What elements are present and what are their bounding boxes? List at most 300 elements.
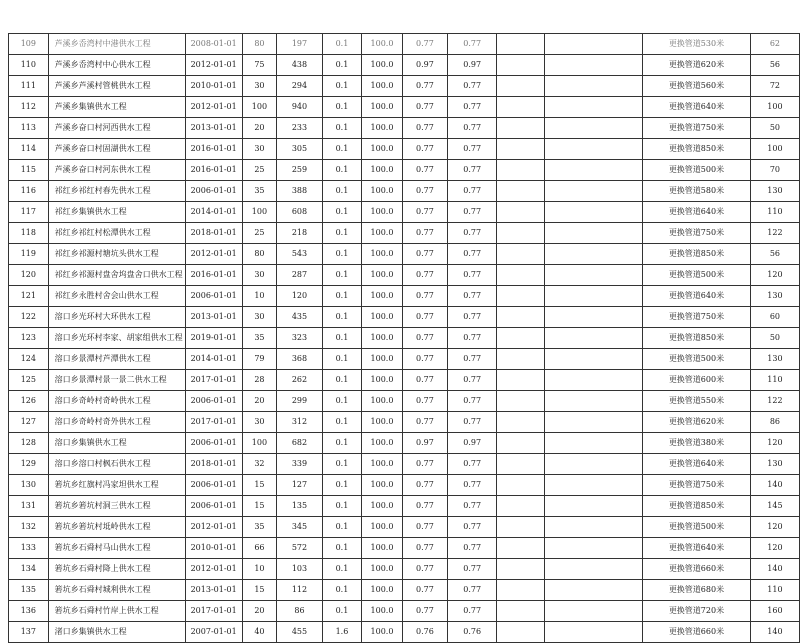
build-date-cell: 2017-01-01 xyxy=(185,370,242,391)
capacity-cell: 28 xyxy=(242,370,277,391)
build-date-cell: 2006-01-01 xyxy=(185,433,242,454)
renovation-note-cell: 更换管道750米 xyxy=(643,223,751,244)
col-6-cell: 0.1 xyxy=(322,265,361,286)
col-6-cell: 0.1 xyxy=(322,391,361,412)
col-7-cell: 100.0 xyxy=(362,580,403,601)
population-cell: 294 xyxy=(277,76,323,97)
row-index-cell: 116 xyxy=(9,181,49,202)
col-8-cell: 0.77 xyxy=(402,580,447,601)
capacity-cell: 30 xyxy=(242,307,277,328)
renovation-note-cell: 更换管道850米 xyxy=(643,496,751,517)
col-9-cell: 0.77 xyxy=(448,454,497,475)
project-name-cell: 溶口乡溶口村枫石供水工程 xyxy=(48,454,185,475)
col-7-cell: 100.0 xyxy=(362,538,403,559)
project-name-cell: 箬坑乡石舜村竹岸上供水工程 xyxy=(48,601,185,622)
table-row xyxy=(9,328,800,349)
project-name-cell: 箬坑乡箬坑村坻岭供水工程 xyxy=(48,517,185,538)
col-6-cell: 0.1 xyxy=(322,307,361,328)
water-project-table xyxy=(8,33,800,643)
col-10-cell xyxy=(497,496,545,517)
build-date-cell: 2008-01-01 xyxy=(185,34,242,55)
row-index-cell: 126 xyxy=(9,391,49,412)
row-index-cell: 111 xyxy=(9,76,49,97)
cost-cell: 70 xyxy=(750,160,799,181)
col-7-cell: 100.0 xyxy=(362,601,403,622)
col-11-cell xyxy=(545,454,643,475)
col-9-cell: 0.77 xyxy=(448,580,497,601)
col-9-cell: 0.77 xyxy=(448,328,497,349)
cost-cell: 140 xyxy=(750,559,799,580)
population-cell: 339 xyxy=(277,454,323,475)
cost-cell: 110 xyxy=(750,370,799,391)
project-name-cell: 箬坑乡石舜村马山供水工程 xyxy=(48,538,185,559)
row-index-cell: 132 xyxy=(9,517,49,538)
col-8-cell: 0.77 xyxy=(402,181,447,202)
col-11-cell xyxy=(545,34,643,55)
population-cell: 299 xyxy=(277,391,323,412)
col-7-cell: 100.0 xyxy=(362,517,403,538)
cost-cell: 100 xyxy=(750,97,799,118)
col-11-cell xyxy=(545,139,643,160)
col-8-cell: 0.77 xyxy=(402,370,447,391)
row-index-cell: 127 xyxy=(9,412,49,433)
col-10-cell xyxy=(497,181,545,202)
col-8-cell: 0.97 xyxy=(402,55,447,76)
renovation-note-cell: 更换管道660米 xyxy=(643,622,751,643)
project-name-cell: 箬坑乡红旗村冯家坦供水工程 xyxy=(48,475,185,496)
capacity-cell: 66 xyxy=(242,538,277,559)
build-date-cell: 2013-01-01 xyxy=(185,118,242,139)
cost-cell: 120 xyxy=(750,538,799,559)
renovation-note-cell: 更换管道500米 xyxy=(643,349,751,370)
population-cell: 127 xyxy=(277,475,323,496)
col-9-cell: 0.97 xyxy=(448,55,497,76)
cost-cell: 100 xyxy=(750,139,799,160)
col-6-cell: 0.1 xyxy=(322,601,361,622)
build-date-cell: 2012-01-01 xyxy=(185,97,242,118)
table-row xyxy=(9,622,800,643)
col-10-cell xyxy=(497,76,545,97)
project-name-cell: 溶口乡景潭村景一景二供水工程 xyxy=(48,370,185,391)
project-name-cell: 芦溪乡集镇供水工程 xyxy=(48,97,185,118)
capacity-cell: 100 xyxy=(242,97,277,118)
build-date-cell: 2006-01-01 xyxy=(185,496,242,517)
population-cell: 112 xyxy=(277,580,323,601)
project-name-cell: 祁红乡集镇供水工程 xyxy=(48,202,185,223)
renovation-note-cell: 更换管道640米 xyxy=(643,286,751,307)
col-7-cell: 100.0 xyxy=(362,160,403,181)
renovation-note-cell: 更换管道720米 xyxy=(643,601,751,622)
renovation-note-cell: 更换管道640米 xyxy=(643,454,751,475)
col-7-cell: 100.0 xyxy=(362,181,403,202)
col-7-cell: 100.0 xyxy=(362,265,403,286)
build-date-cell: 2006-01-01 xyxy=(185,391,242,412)
renovation-note-cell: 更换管道620米 xyxy=(643,412,751,433)
col-9-cell: 0.77 xyxy=(448,118,497,139)
population-cell: 940 xyxy=(277,97,323,118)
cost-cell: 72 xyxy=(750,76,799,97)
table-row xyxy=(9,517,800,538)
col-8-cell: 0.77 xyxy=(402,118,447,139)
population-cell: 287 xyxy=(277,265,323,286)
col-6-cell: 0.1 xyxy=(322,160,361,181)
cost-cell: 130 xyxy=(750,181,799,202)
col-9-cell: 0.77 xyxy=(448,391,497,412)
table-row xyxy=(9,97,800,118)
renovation-note-cell: 更换管道850米 xyxy=(643,328,751,349)
cost-cell: 110 xyxy=(750,202,799,223)
row-index-cell: 114 xyxy=(9,139,49,160)
table-row xyxy=(9,496,800,517)
col-8-cell: 0.97 xyxy=(402,433,447,454)
capacity-cell: 32 xyxy=(242,454,277,475)
build-date-cell: 2012-01-01 xyxy=(185,244,242,265)
col-9-cell: 0.77 xyxy=(448,223,497,244)
row-index-cell: 130 xyxy=(9,475,49,496)
col-6-cell: 0.1 xyxy=(322,454,361,475)
project-name-cell: 溶口乡奇岭村奇外供水工程 xyxy=(48,412,185,433)
capacity-cell: 35 xyxy=(242,181,277,202)
col-11-cell xyxy=(545,475,643,496)
col-10-cell xyxy=(497,34,545,55)
col-8-cell: 0.77 xyxy=(402,328,447,349)
build-date-cell: 2006-01-01 xyxy=(185,286,242,307)
renovation-note-cell: 更换管道850米 xyxy=(643,139,751,160)
population-cell: 388 xyxy=(277,181,323,202)
project-name-cell: 祁红乡祁源村盘舍坞盘舍口供水工程 xyxy=(48,265,185,286)
col-7-cell: 100.0 xyxy=(362,454,403,475)
col-6-cell: 1.6 xyxy=(322,622,361,643)
project-name-cell: 芦溪乡奋口村河西供水工程 xyxy=(48,118,185,139)
population-cell: 197 xyxy=(277,34,323,55)
col-11-cell xyxy=(545,496,643,517)
row-index-cell: 135 xyxy=(9,580,49,601)
col-6-cell: 0.1 xyxy=(322,370,361,391)
renovation-note-cell: 更换管道500米 xyxy=(643,265,751,286)
col-10-cell xyxy=(497,223,545,244)
col-10-cell xyxy=(497,580,545,601)
col-9-cell: 0.77 xyxy=(448,265,497,286)
capacity-cell: 20 xyxy=(242,601,277,622)
col-11-cell xyxy=(545,181,643,202)
col-7-cell: 100.0 xyxy=(362,34,403,55)
table-row xyxy=(9,433,800,454)
col-8-cell: 0.77 xyxy=(402,286,447,307)
col-11-cell xyxy=(545,349,643,370)
col-11-cell xyxy=(545,517,643,538)
col-9-cell: 0.77 xyxy=(448,349,497,370)
project-name-cell: 芦溪乡芦溪村管桃供水工程 xyxy=(48,76,185,97)
capacity-cell: 35 xyxy=(242,517,277,538)
col-6-cell: 0.1 xyxy=(322,349,361,370)
renovation-note-cell: 更换管道640米 xyxy=(643,97,751,118)
build-date-cell: 2018-01-01 xyxy=(185,454,242,475)
col-11-cell xyxy=(545,244,643,265)
col-8-cell: 0.77 xyxy=(402,244,447,265)
col-10-cell xyxy=(497,265,545,286)
table-row xyxy=(9,580,800,601)
row-index-cell: 119 xyxy=(9,244,49,265)
renovation-note-cell: 更换管道750米 xyxy=(643,475,751,496)
col-9-cell: 0.77 xyxy=(448,496,497,517)
col-11-cell xyxy=(545,160,643,181)
table-row xyxy=(9,265,800,286)
row-index-cell: 110 xyxy=(9,55,49,76)
table-row xyxy=(9,139,800,160)
col-7-cell: 100.0 xyxy=(362,97,403,118)
table-row xyxy=(9,160,800,181)
project-name-cell: 溶口乡奇岭村奇岭供水工程 xyxy=(48,391,185,412)
population-cell: 438 xyxy=(277,55,323,76)
cost-cell: 140 xyxy=(750,475,799,496)
col-11-cell xyxy=(545,265,643,286)
col-10-cell xyxy=(497,559,545,580)
col-10-cell xyxy=(497,370,545,391)
row-index-cell: 129 xyxy=(9,454,49,475)
col-8-cell: 0.77 xyxy=(402,265,447,286)
population-cell: 86 xyxy=(277,601,323,622)
col-7-cell: 100.0 xyxy=(362,433,403,454)
cost-cell: 140 xyxy=(750,622,799,643)
row-index-cell: 133 xyxy=(9,538,49,559)
col-8-cell: 0.77 xyxy=(402,517,447,538)
capacity-cell: 80 xyxy=(242,34,277,55)
col-9-cell: 0.77 xyxy=(448,139,497,160)
col-8-cell: 0.77 xyxy=(402,496,447,517)
col-7-cell: 100.0 xyxy=(362,76,403,97)
table-row xyxy=(9,118,800,139)
population-cell: 368 xyxy=(277,349,323,370)
col-8-cell: 0.77 xyxy=(402,34,447,55)
capacity-cell: 100 xyxy=(242,433,277,454)
col-10-cell xyxy=(497,55,545,76)
build-date-cell: 2017-01-01 xyxy=(185,412,242,433)
table-row xyxy=(9,538,800,559)
build-date-cell: 2014-01-01 xyxy=(185,202,242,223)
build-date-cell: 2010-01-01 xyxy=(185,76,242,97)
renovation-note-cell: 更换管道600米 xyxy=(643,370,751,391)
cost-cell: 130 xyxy=(750,286,799,307)
col-7-cell: 100.0 xyxy=(362,496,403,517)
col-10-cell xyxy=(497,622,545,643)
col-10-cell xyxy=(497,391,545,412)
capacity-cell: 79 xyxy=(242,349,277,370)
data-sheet xyxy=(8,33,800,643)
population-cell: 135 xyxy=(277,496,323,517)
col-11-cell xyxy=(545,97,643,118)
col-11-cell xyxy=(545,412,643,433)
population-cell: 120 xyxy=(277,286,323,307)
col-11-cell xyxy=(545,580,643,601)
cost-cell: 56 xyxy=(750,55,799,76)
build-date-cell: 2016-01-01 xyxy=(185,139,242,160)
cost-cell: 120 xyxy=(750,265,799,286)
cost-cell: 122 xyxy=(750,391,799,412)
col-11-cell xyxy=(545,223,643,244)
table-row xyxy=(9,286,800,307)
col-7-cell: 100.0 xyxy=(362,139,403,160)
project-name-cell: 箬坑乡石舜村降上供水工程 xyxy=(48,559,185,580)
table-row xyxy=(9,475,800,496)
renovation-note-cell: 更换管道660米 xyxy=(643,559,751,580)
col-8-cell: 0.77 xyxy=(402,202,447,223)
table-row xyxy=(9,601,800,622)
renovation-note-cell: 更换管道530米 xyxy=(643,34,751,55)
build-date-cell: 2019-01-01 xyxy=(185,328,242,349)
renovation-note-cell: 更换管道750米 xyxy=(643,307,751,328)
col-9-cell: 0.77 xyxy=(448,370,497,391)
cost-cell: 86 xyxy=(750,412,799,433)
row-index-cell: 134 xyxy=(9,559,49,580)
population-cell: 455 xyxy=(277,622,323,643)
col-7-cell: 100.0 xyxy=(362,391,403,412)
col-8-cell: 0.77 xyxy=(402,139,447,160)
col-11-cell xyxy=(545,370,643,391)
table-row xyxy=(9,349,800,370)
row-index-cell: 122 xyxy=(9,307,49,328)
renovation-note-cell: 更换管道620米 xyxy=(643,55,751,76)
capacity-cell: 35 xyxy=(242,328,277,349)
col-8-cell: 0.77 xyxy=(402,391,447,412)
col-10-cell xyxy=(497,244,545,265)
row-index-cell: 117 xyxy=(9,202,49,223)
col-7-cell: 100.0 xyxy=(362,202,403,223)
col-9-cell: 0.77 xyxy=(448,244,497,265)
col-9-cell: 0.77 xyxy=(448,538,497,559)
col-6-cell: 0.1 xyxy=(322,76,361,97)
row-index-cell: 109 xyxy=(9,34,49,55)
row-index-cell: 123 xyxy=(9,328,49,349)
col-6-cell: 0.1 xyxy=(322,475,361,496)
project-name-cell: 芦溪乡奋口村河东供水工程 xyxy=(48,160,185,181)
project-name-cell: 祁红乡祁红村松潭供水工程 xyxy=(48,223,185,244)
renovation-note-cell: 更换管道750米 xyxy=(643,118,751,139)
col-11-cell xyxy=(545,307,643,328)
population-cell: 233 xyxy=(277,118,323,139)
col-6-cell: 0.1 xyxy=(322,34,361,55)
population-cell: 259 xyxy=(277,160,323,181)
population-cell: 323 xyxy=(277,328,323,349)
renovation-note-cell: 更换管道500米 xyxy=(643,160,751,181)
cost-cell: 130 xyxy=(750,349,799,370)
col-10-cell xyxy=(497,601,545,622)
col-10-cell xyxy=(497,475,545,496)
col-9-cell: 0.77 xyxy=(448,307,497,328)
col-7-cell: 100.0 xyxy=(362,412,403,433)
col-6-cell: 0.1 xyxy=(322,244,361,265)
population-cell: 435 xyxy=(277,307,323,328)
capacity-cell: 10 xyxy=(242,286,277,307)
col-7-cell: 100.0 xyxy=(362,118,403,139)
build-date-cell: 2007-01-01 xyxy=(185,622,242,643)
col-9-cell: 0.77 xyxy=(448,76,497,97)
population-cell: 103 xyxy=(277,559,323,580)
col-10-cell xyxy=(497,97,545,118)
col-10-cell xyxy=(497,139,545,160)
col-8-cell: 0.77 xyxy=(402,97,447,118)
col-6-cell: 0.1 xyxy=(322,55,361,76)
capacity-cell: 20 xyxy=(242,391,277,412)
col-6-cell: 0.1 xyxy=(322,181,361,202)
col-10-cell xyxy=(497,433,545,454)
col-10-cell xyxy=(497,286,545,307)
col-7-cell: 100.0 xyxy=(362,244,403,265)
capacity-cell: 15 xyxy=(242,496,277,517)
population-cell: 312 xyxy=(277,412,323,433)
col-10-cell xyxy=(497,118,545,139)
col-7-cell: 100.0 xyxy=(362,328,403,349)
cost-cell: 120 xyxy=(750,517,799,538)
col-6-cell: 0.1 xyxy=(322,496,361,517)
col-9-cell: 0.77 xyxy=(448,34,497,55)
col-9-cell: 0.77 xyxy=(448,160,497,181)
col-8-cell: 0.77 xyxy=(402,76,447,97)
row-index-cell: 125 xyxy=(9,370,49,391)
row-index-cell: 128 xyxy=(9,433,49,454)
build-date-cell: 2016-01-01 xyxy=(185,265,242,286)
build-date-cell: 2012-01-01 xyxy=(185,559,242,580)
build-date-cell: 2012-01-01 xyxy=(185,517,242,538)
col-10-cell xyxy=(497,202,545,223)
col-11-cell xyxy=(545,118,643,139)
row-index-cell: 137 xyxy=(9,622,49,643)
col-10-cell xyxy=(497,517,545,538)
col-9-cell: 0.77 xyxy=(448,202,497,223)
row-index-cell: 131 xyxy=(9,496,49,517)
col-9-cell: 0.77 xyxy=(448,517,497,538)
project-name-cell: 芦溪乡岙湾村中港供水工程 xyxy=(48,34,185,55)
build-date-cell: 2013-01-01 xyxy=(185,580,242,601)
col-6-cell: 0.1 xyxy=(322,433,361,454)
capacity-cell: 25 xyxy=(242,223,277,244)
table-row xyxy=(9,34,800,55)
project-name-cell: 芦溪乡奋口村固湖供水工程 xyxy=(48,139,185,160)
col-8-cell: 0.77 xyxy=(402,160,447,181)
col-11-cell xyxy=(545,601,643,622)
col-6-cell: 0.1 xyxy=(322,412,361,433)
col-9-cell: 0.76 xyxy=(448,622,497,643)
renovation-note-cell: 更换管道640米 xyxy=(643,538,751,559)
table-row xyxy=(9,370,800,391)
renovation-note-cell: 更换管道500米 xyxy=(643,517,751,538)
project-name-cell: 祁红乡祁红村春先供水工程 xyxy=(48,181,185,202)
row-index-cell: 124 xyxy=(9,349,49,370)
col-6-cell: 0.1 xyxy=(322,328,361,349)
population-cell: 345 xyxy=(277,517,323,538)
project-name-cell: 芦溪乡岙湾村中心供水工程 xyxy=(48,55,185,76)
table-row xyxy=(9,223,800,244)
project-name-cell: 祁红乡祁源村塘坑头供水工程 xyxy=(48,244,185,265)
population-cell: 262 xyxy=(277,370,323,391)
col-8-cell: 0.77 xyxy=(402,538,447,559)
col-7-cell: 100.0 xyxy=(362,370,403,391)
col-11-cell xyxy=(545,391,643,412)
population-cell: 305 xyxy=(277,139,323,160)
cost-cell: 145 xyxy=(750,496,799,517)
capacity-cell: 30 xyxy=(242,265,277,286)
col-9-cell: 0.77 xyxy=(448,601,497,622)
col-11-cell xyxy=(545,622,643,643)
col-8-cell: 0.77 xyxy=(402,559,447,580)
col-6-cell: 0.1 xyxy=(322,286,361,307)
capacity-cell: 100 xyxy=(242,202,277,223)
build-date-cell: 2013-01-01 xyxy=(185,307,242,328)
project-name-cell: 箬坑乡石舜村城利供水工程 xyxy=(48,580,185,601)
capacity-cell: 15 xyxy=(242,475,277,496)
table-row xyxy=(9,412,800,433)
col-7-cell: 100.0 xyxy=(362,307,403,328)
col-11-cell xyxy=(545,559,643,580)
